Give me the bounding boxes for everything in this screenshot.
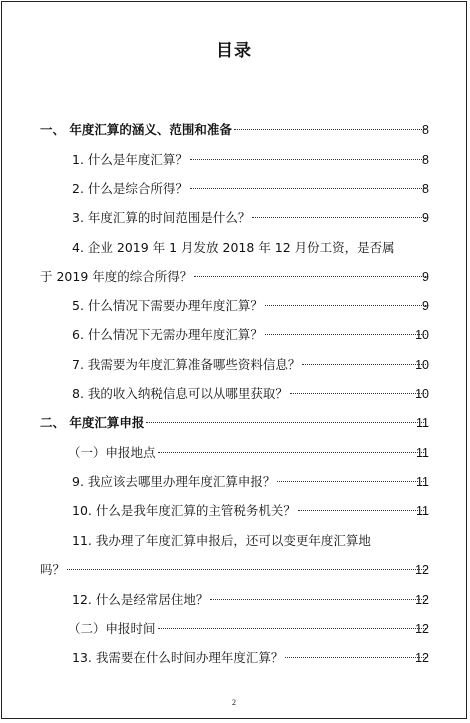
toc-page-number: 10 [415,387,429,401]
toc-entry-subsection-2[interactable] [2,619,466,639]
toc-page-number: 8 [422,123,429,137]
toc-page-number: 9 [422,270,429,284]
toc-page-number: 10 [415,358,429,372]
toc-page-number: 11 [416,446,429,460]
toc-page-number: 12 [415,563,429,577]
toc-line [72,590,429,610]
toc-line [72,208,429,228]
toc-entry-4-line-1[interactable] [2,238,466,258]
toc-entry-11-line-2[interactable] [2,560,466,580]
toc-line [72,384,429,404]
dot-leader [146,422,426,423]
toc-entry-1[interactable] [2,150,466,170]
toc-page-number: 12 [415,593,429,607]
toc-line [72,648,429,668]
toc-entry-text: （一）申报地点 [68,445,156,460]
toc-entry-text: 10. 什么是我年度汇算的主管税务机关？ [72,503,296,518]
toc-line [72,501,429,521]
toc-line [40,413,429,433]
dot-leader [234,129,426,130]
toc-entry-10[interactable] [2,501,466,521]
toc-line [68,443,429,463]
toc-page-number: 11 [416,504,429,518]
toc-entry-text: 4. 企业 2019 年 1 月发放 2018 年 12 月份工资，是否属 [72,240,395,255]
toc-entry-text: 11. 我办理了年度汇算申报后，还可以变更年度汇算地 [72,533,371,548]
dot-leader [67,569,426,570]
toc-page-number: 8 [422,182,429,196]
dot-leader [252,217,426,218]
page-number-footer: 2 [232,698,236,707]
toc-entry-3[interactable] [2,208,466,228]
dot-leader [290,393,426,394]
toc-line [72,472,429,492]
toc-entry-text: 吗？ [40,562,66,577]
toc-entry-13[interactable] [2,648,466,668]
toc-entry-text: 一、 年度汇算的涵义、范围和准备 [40,122,232,137]
dot-leader [265,305,426,306]
dot-leader [194,276,426,277]
toc-entry-text: 13. 我需要在什么时间办理年度汇算？ [72,650,284,665]
toc-page-number: 8 [422,153,429,167]
toc-entry-text: 6. 什么情况下无需办理年度汇算？ [72,327,263,342]
toc-entry-text: 8. 我的收入纳税信息可以从哪里获取？ [72,386,288,401]
toc-line [40,267,429,287]
toc-line [72,355,429,375]
toc-page-number: 10 [415,328,429,342]
toc-line [72,179,429,199]
page-title: 目录 [216,41,252,61]
toc-entry-text: 于 2019 年度的综合所得？ [40,269,193,284]
dot-leader [190,159,426,160]
toc-entry-text: 2. 什么是综合所得？ [72,181,188,196]
toc-entry-5[interactable] [2,296,466,316]
dot-leader [158,628,426,629]
toc-line [68,619,429,639]
toc-entry-11-line-1[interactable] [2,531,466,551]
toc-entry-2[interactable] [2,179,466,199]
toc-entry-9[interactable] [2,472,466,492]
toc-entry-text: 9. 我应该去哪里办理年度汇算申报？ [72,474,276,489]
toc-entry-text: 5. 什么情况下需要办理年度汇算？ [72,298,263,313]
dot-leader [302,364,426,365]
dot-leader [265,334,426,335]
toc-entry-subsection-1[interactable] [2,443,466,463]
toc-entry-text: 12. 什么是经常居住地？ [72,592,209,607]
dot-leader [277,481,426,482]
toc-entry-section-1[interactable] [2,120,466,140]
toc-line [40,120,429,140]
table-of-contents [2,2,466,718]
toc-entry-text: （二）申报时间 [68,621,156,636]
toc-line [72,150,429,170]
toc-page-number: 9 [422,211,429,225]
toc-entry-12[interactable] [2,590,466,610]
toc-entry-text: 3. 年度汇算的时间范围是什么？ [72,210,251,225]
toc-page-number: 12 [415,622,429,636]
toc-entry-6[interactable] [2,325,466,345]
toc-entry-text: 1. 什么是年度汇算？ [72,152,188,167]
toc-page-number: 9 [422,299,429,313]
document-page [1,1,467,719]
dot-leader [210,599,426,600]
toc-entry-text: 二、 年度汇算申报 [40,415,145,430]
toc-line [72,296,429,316]
toc-page-number: 11 [416,475,429,489]
toc-line [40,560,429,580]
toc-page-number: 11 [416,416,429,430]
toc-entry-7[interactable] [2,355,466,375]
toc-page-number: 12 [415,651,429,665]
toc-entry-4-line-2[interactable] [2,267,466,287]
dot-leader [158,452,426,453]
toc-line [72,325,429,345]
toc-entry-8[interactable] [2,384,466,404]
dot-leader [190,188,426,189]
toc-entry-text: 7. 我需要为年度汇算准备哪些资料信息？ [72,357,301,372]
dot-leader [285,657,426,658]
toc-entry-section-2[interactable] [2,413,466,433]
dot-leader [298,510,426,511]
